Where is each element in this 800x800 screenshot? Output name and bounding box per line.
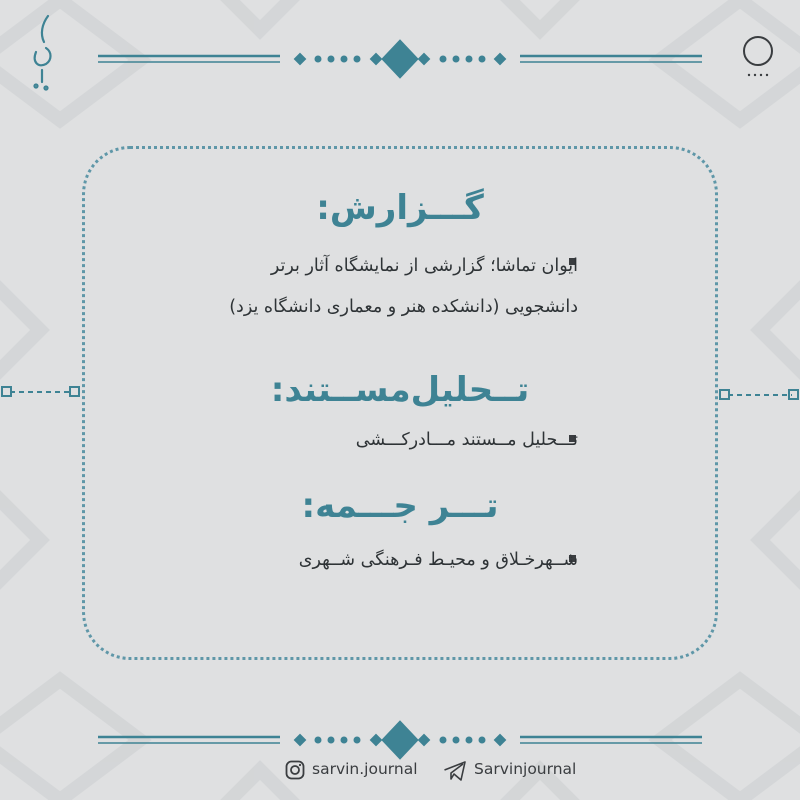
right-connector <box>720 390 798 399</box>
sarvin-calligraphy-logo <box>28 12 56 92</box>
instagram-icon[interactable] <box>285 760 305 780</box>
top-ornament <box>98 40 702 78</box>
report-item: ایوان تماشا؛ گزارشی از نمایشگاه آثار برتر دانشجویی (دانشکده هنر و معماری دانشگاه یزد) <box>229 256 578 317</box>
telegram-icon[interactable] <box>443 760 467 782</box>
section-title-report: گـــزارش: <box>316 188 484 228</box>
section-title-documentary-analysis: تــحلیل‌مســتند: <box>270 370 530 410</box>
telegram-handle[interactable]: Sarvinjournal <box>474 760 577 778</box>
bottom-ornament <box>98 721 702 759</box>
translation-item: شــهرخـلاق و محیـط فـرهنگی شــهری <box>298 550 578 570</box>
left-connector <box>2 387 79 396</box>
section-title-translation: تـــر جـــمه: <box>301 486 499 526</box>
circle-logo <box>737 33 779 79</box>
instagram-handle[interactable]: sarvin.journal <box>312 760 418 778</box>
documentary-analysis-item: تـــحلیل مــستند مـــادرکـــشی <box>355 430 578 450</box>
